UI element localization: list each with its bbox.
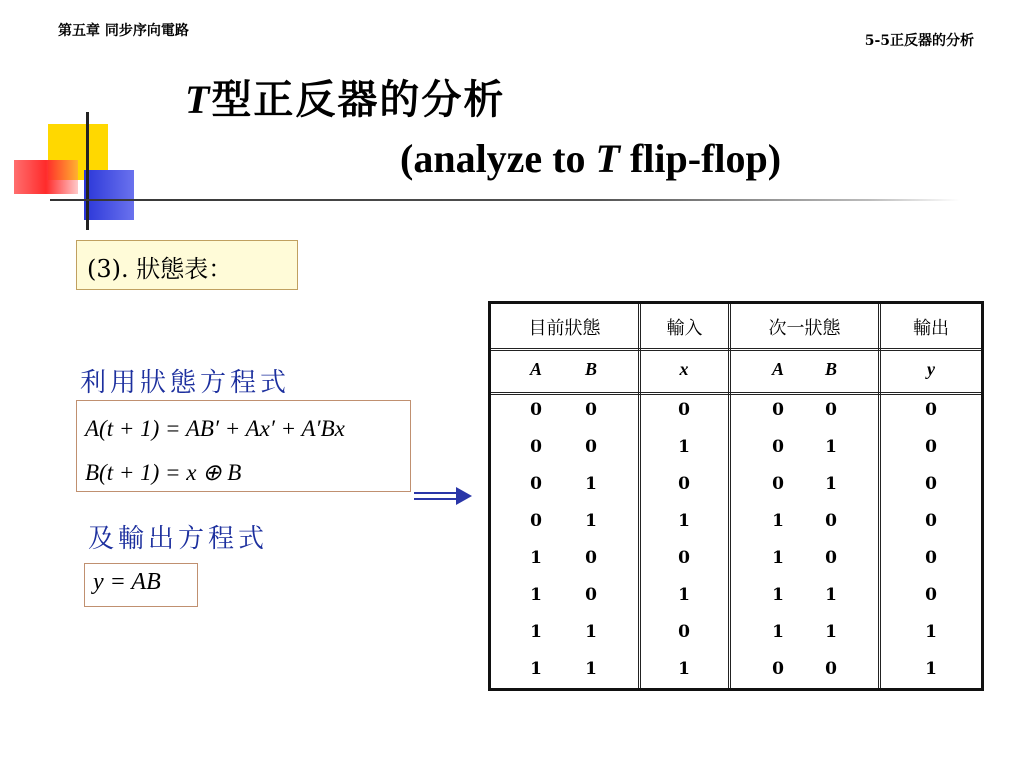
subheader-b: B bbox=[584, 359, 597, 379]
cell-a: 0 bbox=[530, 511, 542, 531]
table-row bbox=[491, 437, 981, 474]
subheader-next-a: A bbox=[771, 359, 784, 379]
output-equation-box: y = AB bbox=[84, 563, 198, 607]
cell-x: 0 bbox=[678, 474, 690, 494]
cell-x: 0 bbox=[678, 622, 690, 642]
cell-a: 1 bbox=[530, 548, 542, 568]
cell-next-a: 1 bbox=[772, 511, 784, 531]
cell-b: 0 bbox=[585, 548, 597, 568]
header-input: 輸入 bbox=[666, 318, 703, 339]
cell-next-b: 0 bbox=[825, 511, 837, 531]
table-row bbox=[491, 548, 981, 585]
cell-x: 1 bbox=[678, 437, 690, 457]
equation-a: A(t + 1) = AB′ + Ax′ + A′Bx bbox=[85, 416, 345, 441]
cell-b: 0 bbox=[585, 585, 597, 605]
subheader-y: y bbox=[927, 359, 935, 379]
cell-b: 0 bbox=[585, 437, 597, 457]
table-row bbox=[491, 400, 981, 437]
subtitle-open: (analyze to bbox=[400, 136, 596, 181]
state-table-label: (3). 狀態表： bbox=[76, 240, 298, 290]
output-equation-heading: 及輸出方程式 bbox=[88, 524, 269, 554]
cell-next-b: 1 bbox=[825, 622, 837, 642]
slide-title bbox=[185, 68, 505, 125]
cell-next-b: 1 bbox=[825, 474, 837, 494]
cell-a: 0 bbox=[530, 474, 542, 494]
cell-x: 0 bbox=[678, 548, 690, 568]
subheader-a: A bbox=[529, 359, 542, 379]
cell-a: 1 bbox=[530, 585, 542, 605]
subtitle-t-letter: T bbox=[595, 136, 620, 181]
cell-next-b: 1 bbox=[825, 585, 837, 605]
cell-a: 1 bbox=[530, 622, 542, 642]
double-arrow-icon bbox=[414, 485, 474, 507]
cell-a: 0 bbox=[530, 400, 542, 420]
cell-next-a: 1 bbox=[772, 585, 784, 605]
cell-y: 0 bbox=[925, 511, 937, 531]
title-t-letter: T bbox=[185, 77, 212, 122]
cell-next-a: 0 bbox=[772, 659, 784, 679]
cell-next-a: 0 bbox=[772, 400, 784, 420]
chapter-header: 第五章 同步序向電路 bbox=[58, 23, 189, 39]
slide-subtitle bbox=[400, 135, 781, 182]
cell-y: 0 bbox=[925, 400, 937, 420]
cell-x: 1 bbox=[678, 511, 690, 531]
cell-y: 0 bbox=[925, 474, 937, 494]
cell-b: 1 bbox=[585, 511, 597, 531]
table-row bbox=[491, 659, 981, 696]
table-row bbox=[491, 622, 981, 659]
cell-next-b: 0 bbox=[825, 548, 837, 568]
cell-next-a: 0 bbox=[772, 474, 784, 494]
state-equation-heading: 利用狀態方程式 bbox=[80, 368, 291, 398]
equation-b: B(t + 1) = x ⊕ B bbox=[85, 460, 242, 485]
cell-next-a: 0 bbox=[772, 437, 784, 457]
cell-y: 0 bbox=[925, 548, 937, 568]
state-equations-box bbox=[76, 400, 411, 492]
cell-next-b: 0 bbox=[825, 659, 837, 679]
cell-y: 1 bbox=[925, 622, 937, 642]
state-table bbox=[488, 301, 984, 691]
table-row bbox=[491, 474, 981, 511]
title-zh-text: 型正反器的分析 bbox=[211, 76, 506, 123]
cell-next-b: 0 bbox=[825, 400, 837, 420]
header-next-state: 次一狀態 bbox=[768, 318, 841, 339]
header-present-state: 目前狀態 bbox=[528, 318, 601, 339]
cell-y: 0 bbox=[925, 585, 937, 605]
cell-a: 1 bbox=[530, 659, 542, 679]
subtitle-close: flip-flop) bbox=[619, 136, 782, 181]
table-row bbox=[491, 511, 981, 548]
cell-x: 1 bbox=[678, 585, 690, 605]
table-header-divider bbox=[491, 348, 981, 351]
cell-x: 1 bbox=[678, 659, 690, 679]
cell-next-b: 1 bbox=[825, 437, 837, 457]
subheader-next-b: B bbox=[824, 359, 837, 379]
cell-b: 1 bbox=[585, 659, 597, 679]
cell-a: 0 bbox=[530, 437, 542, 457]
cell-b: 1 bbox=[585, 622, 597, 642]
cell-b: 1 bbox=[585, 474, 597, 494]
cell-next-a: 1 bbox=[772, 548, 784, 568]
decor-vertical-line bbox=[86, 112, 89, 230]
section-header: 5-5正反器的分析 bbox=[864, 33, 974, 49]
table-subheader-divider bbox=[491, 392, 981, 395]
cell-x: 0 bbox=[678, 400, 690, 420]
subheader-x: x bbox=[679, 359, 689, 379]
cell-y: 0 bbox=[925, 437, 937, 457]
cell-b: 0 bbox=[585, 400, 597, 420]
cell-next-a: 1 bbox=[772, 622, 784, 642]
decor-blue-square bbox=[84, 170, 134, 220]
decor-red-bar bbox=[14, 160, 78, 194]
table-row bbox=[491, 585, 981, 622]
header-output: 輸出 bbox=[913, 318, 949, 339]
cell-y: 1 bbox=[925, 659, 937, 679]
title-underline bbox=[50, 199, 960, 201]
